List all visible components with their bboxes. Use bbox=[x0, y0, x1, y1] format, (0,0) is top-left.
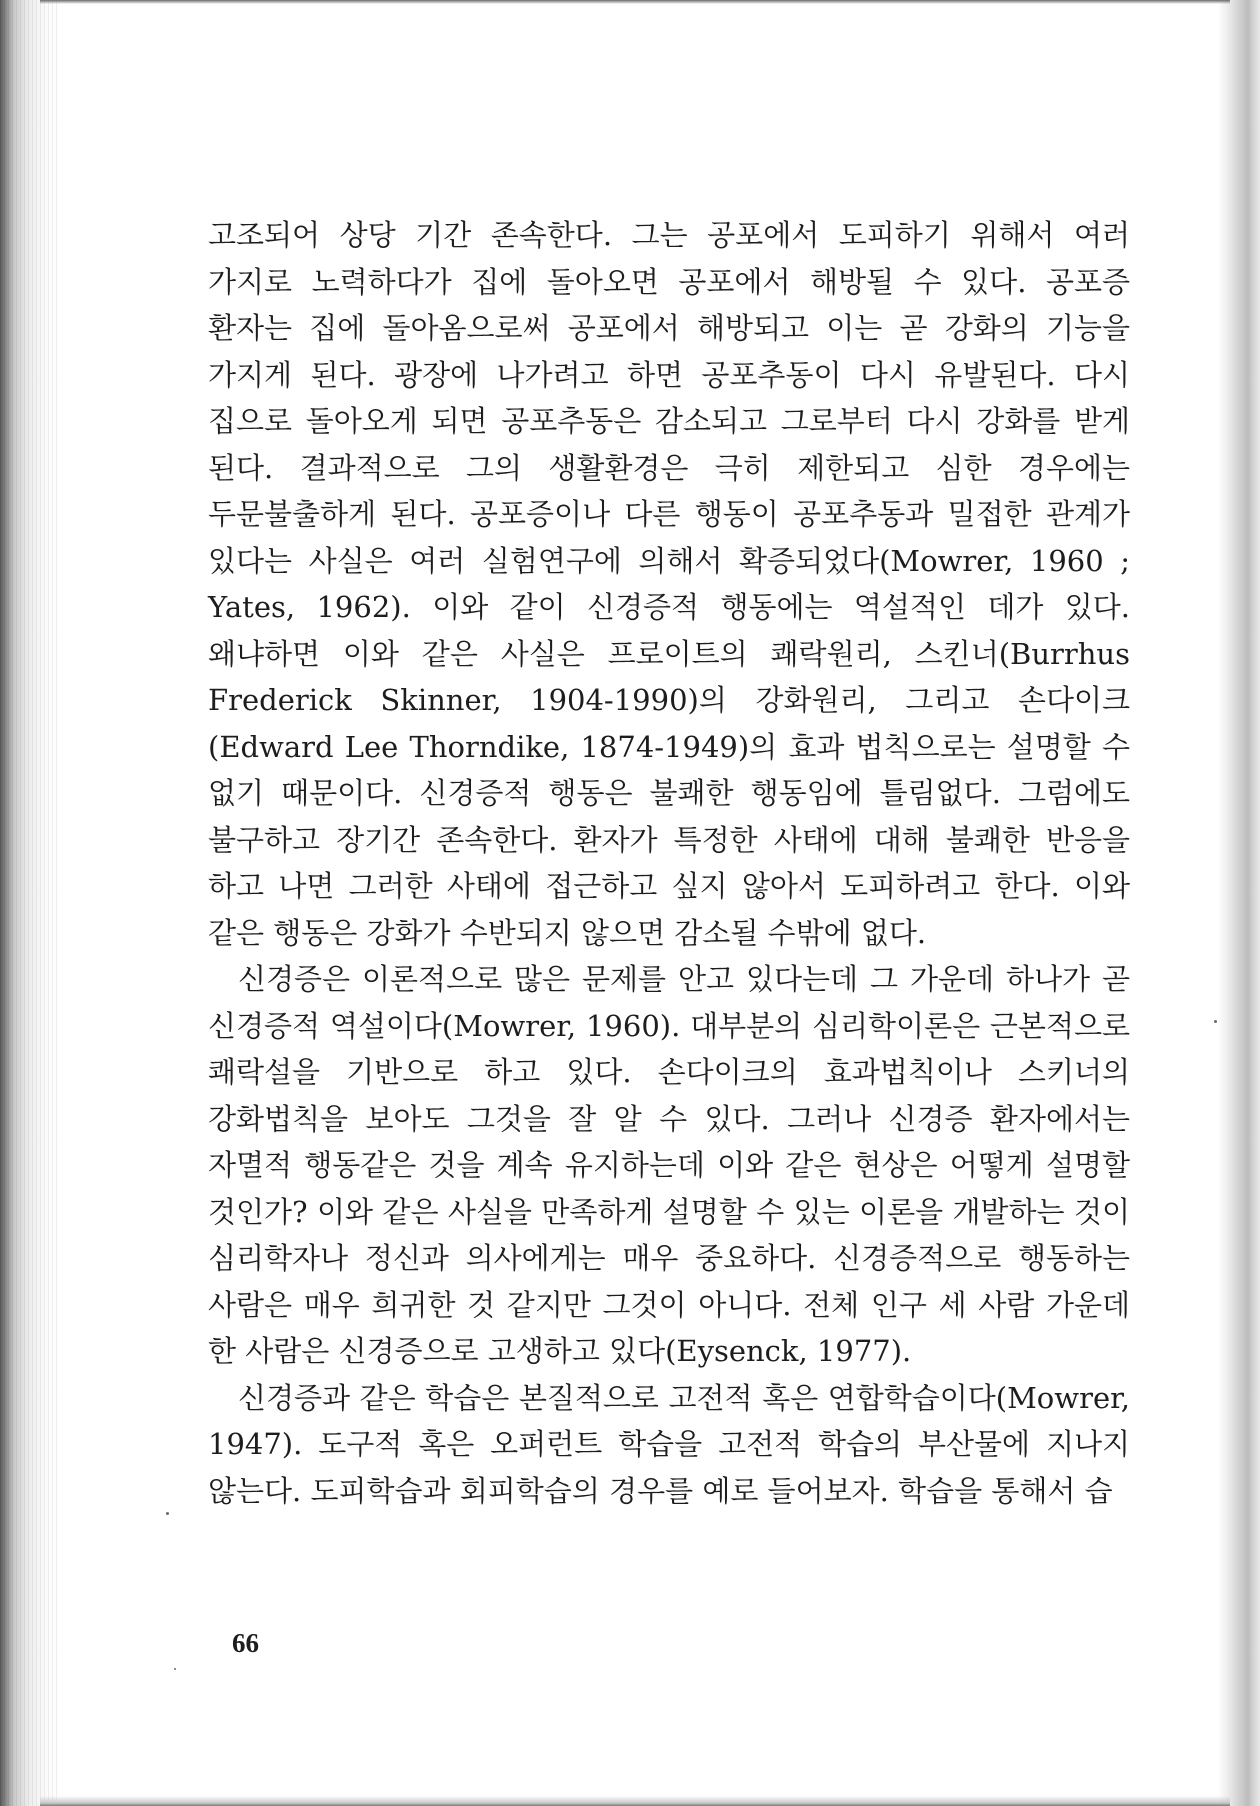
bottom-edge-shadow bbox=[40, 1796, 1230, 1806]
scan-speck bbox=[1214, 1020, 1217, 1023]
page-stack-edge bbox=[1218, 0, 1260, 1806]
top-edge-shadow bbox=[40, 0, 1230, 4]
book-spine-shadow bbox=[0, 0, 60, 1806]
scan-speck bbox=[174, 1668, 176, 1670]
scan-speck bbox=[166, 1512, 169, 1515]
paragraph-2: 신경증은 이론적으로 많은 문제를 안고 있다는데 그 가운데 하나가 곧 신경증적 역설이다(Mowrer, 1960). 대부분의 심리학이론은 근본적으로 쾌락설을 기반으로 하고 있다. 손다이크의 효과법칙이나 스키너의 강화법칙을 보아도 그것을 잘 알 수 있다. 그러나 신경증 환자에서는 자멸적 행동같은 것을 계속 유지하는데 이와 같은 현상은 어떻게 설명할 것인가? 이와 같은 사실을 만족하게 설명할 수 있는 이론을 개발하는 것이 심리학자나 정신과 의사에게는 매우 중요하다. 신경증적으로 행동하는 사람은 매우 희귀한 것 같지만 그것이 아니다. 전체 인구 세 사람 가운데 한 사람은 신경증으로 고생하고 있다(Eysenck, 1977). bbox=[208, 962, 1130, 1368]
paragraph-1: 고조되어 상당 기간 존속한다. 그는 공포에서 도피하기 위해서 여러 가지로 노력하다가 집에 돌아오면 공포에서 해방될 수 있다. 공포증 환자는 집에 돌아옴으로써 공포에서 해방되고 이는 곧 강화의 기능을 가지게 된다. 광장에 나가려고 하면 공포추동이 다시 유발된다. 다시 집으로 돌아오게 되면 공포추동은 감소되고 그로부터 다시 강화를 받게 된다. 결과적으로 그의 생활환경은 극히 제한되고 심한 경우에는 두문불출하게 된다. 공포증이나 다른 행동이 공포추동과 밀접한 관계가 있다는 사실은 여러 실험연구에 의해서 확증되었다(Mowrer, 1960 ; Yates, 1962). 이와 같이 신경증적 행동에는 역설적인 데가 있다. 왜냐하면 이와 같은 사실은 프로이트의 쾌락원리, 스킨너(Burrhus Frederick Skinner, 1904-1990)의 강화원리, 그리고 손다이크(Edward Lee Thorndike, 1874-1949)의 효과 법칙으로는 설명할 수 없기 때문이다. 신경증적 행동은 불쾌한 행동임에 틀림없다. 그럼에도 불구하고 장기간 존속한다. 환자가 특정한 사태에 대해 불쾌한 반응을 하고 나면 그러한 사태에 접근하고 싶지 않아서 도피하려고 한다. 이와 같은 행동은 강화가 수반되지 않으면 감소될 수밖에 없다. bbox=[208, 218, 1130, 950]
body-text bbox=[208, 212, 1130, 1514]
page-number: 66 bbox=[232, 1628, 259, 1658]
paragraph-3: 신경증과 같은 학습은 본질적으로 고전적 혹은 연합학습이다(Mowrer, 1947). 도구적 혹은 오퍼런트 학습을 고전적 학습의 부산물에 지나지 않는다. 도피학습과 회피학습의 경우를 예로 들어보자. 학습을 통해서 습 bbox=[208, 1380, 1130, 1508]
